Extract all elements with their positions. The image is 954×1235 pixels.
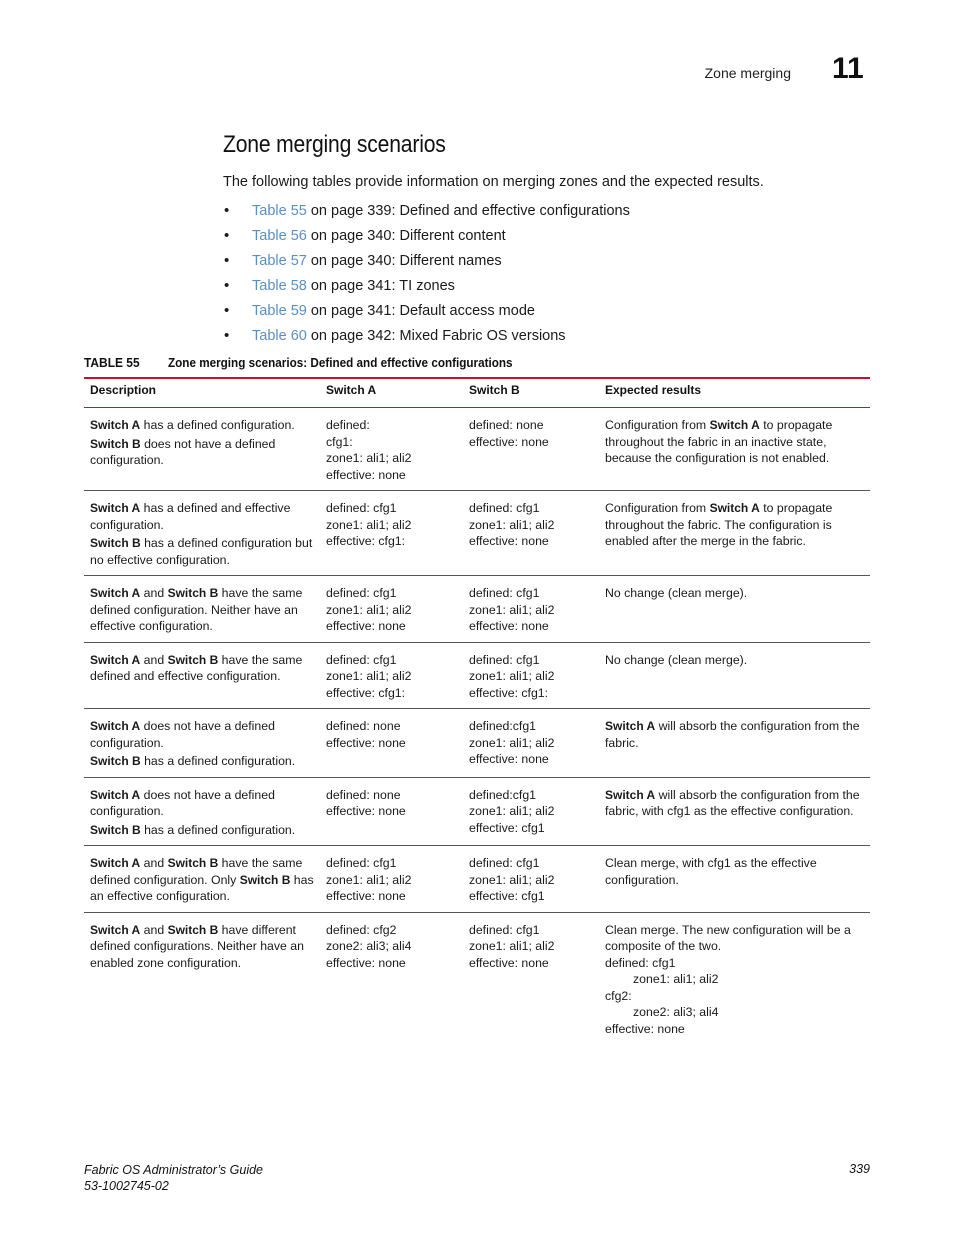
config-line: defined:cfg1 — [469, 787, 537, 802]
guide-title: Fabric OS Administrator’s Guide — [84, 1163, 263, 1177]
config-line: effective: none — [326, 619, 406, 633]
expected-results-cell — [599, 491, 870, 576]
cell-text: No change (clean merge). — [605, 652, 748, 667]
switch-name: Switch A — [90, 787, 141, 802]
switch-name: Switch B — [167, 856, 219, 870]
config-line: effective: cfg1 — [469, 820, 545, 835]
list-item-text: on page 340: Different names — [306, 253, 502, 269]
config-line: effective: none — [469, 619, 549, 633]
description-cell — [84, 709, 320, 778]
list-item-text: on page 342: Mixed Fabric OS versions — [306, 328, 566, 344]
config-line: zone2: ali3; ali4 — [326, 939, 412, 953]
switch-name: Switch B — [90, 754, 141, 768]
config-line: zone1: ali1; ali2 — [469, 804, 555, 818]
switch-name: Switch A — [90, 652, 141, 667]
cell-text: will absorb the configuration from the fabric. — [605, 719, 860, 750]
footer-left — [84, 1162, 263, 1194]
zone-merge-table — [84, 377, 870, 1044]
result-line — [605, 922, 864, 955]
cell-text: Clean merge. The new configuration will be a composite of the two. — [605, 922, 851, 953]
page-number: 339 — [849, 1162, 870, 1176]
table-link[interactable]: Table 60 — [252, 328, 307, 344]
switch-name: Switch B — [90, 436, 141, 451]
config-line: zone1: ali1; ali2 — [469, 517, 555, 532]
expected-results-cell — [599, 846, 870, 913]
switch-name: Switch B — [167, 922, 219, 937]
config-line: effective: none — [326, 804, 406, 818]
description-paragraph — [90, 417, 314, 434]
switch-name: Switch A — [605, 719, 656, 733]
running-header-section: Zone merging — [704, 65, 791, 81]
bullet-icon: • — [224, 302, 230, 319]
switch-name: Switch A — [90, 586, 141, 600]
table-link[interactable]: Table 56 — [252, 228, 307, 244]
cell-text: will absorb the configuration from the fabric, with cfg1 as the effective configuration. — [605, 787, 860, 818]
table-row — [84, 576, 870, 643]
table-link-list — [224, 200, 630, 350]
description-cell — [84, 777, 320, 846]
description-paragraph — [90, 585, 314, 635]
result-line — [605, 971, 864, 988]
config-line: defined: cfg1 — [326, 586, 397, 600]
cell-text: does not have a defined configuration. — [90, 787, 275, 818]
description-cell — [84, 576, 320, 643]
table-label: TABLE 55 — [84, 355, 140, 370]
cell-text: defined: cfg1 — [605, 955, 676, 970]
description-paragraph — [90, 922, 314, 972]
config-line: defined: none — [326, 787, 401, 802]
cell-text: to propagate throughout the fabric. The configuration is enabled after the merge in the fabric. — [605, 501, 833, 548]
config-line: cfg1: — [326, 434, 353, 449]
result-line — [605, 417, 864, 467]
cell-text: No change (clean merge). — [605, 586, 748, 600]
config-line: effective: cfg1: — [469, 685, 549, 700]
config-line: defined: cfg2 — [326, 922, 397, 937]
switch-a-cell — [320, 912, 463, 1044]
description-paragraph — [90, 855, 314, 905]
config-line: zone1: ali1; ali2 — [326, 517, 412, 532]
table-link[interactable]: Table 59 — [252, 303, 307, 319]
config-line: defined: cfg1 — [469, 586, 540, 600]
table-row — [84, 912, 870, 1044]
description-paragraph — [90, 787, 314, 820]
column-header-expected-results: Expected results — [599, 378, 870, 408]
list-item — [224, 275, 630, 300]
config-line: defined: cfg1 — [469, 501, 540, 515]
bullet-icon: • — [224, 327, 230, 344]
cell-text: has a defined configuration. — [140, 418, 295, 432]
switch-b-cell — [463, 912, 599, 1044]
result-line — [605, 500, 864, 550]
description-paragraph — [90, 718, 314, 751]
config-line: effective: none — [469, 752, 549, 766]
expected-results-cell — [599, 709, 870, 778]
cell-text: to propagate throughout the fabric in an inactive state, because the configuration is not enabled. — [605, 418, 833, 465]
cell-text: does not have a defined configuration. — [90, 436, 276, 467]
result-line — [605, 1021, 864, 1038]
switch-b-cell — [463, 576, 599, 643]
config-line: defined: — [326, 418, 370, 432]
config-line: effective: none — [326, 889, 406, 903]
cell-text: have different defined configurations. Neither have an enabled zone configuration. — [90, 922, 304, 970]
result-line — [605, 585, 864, 602]
description-paragraph — [90, 535, 314, 568]
config-line: defined: cfg1 — [469, 856, 540, 870]
cell-text: and — [140, 922, 168, 937]
cell-text: Configuration from — [605, 418, 710, 432]
cell-text: Configuration from — [605, 501, 710, 515]
config-line: zone1: ali1; ali2 — [326, 602, 412, 617]
table-header-row — [84, 378, 870, 408]
switch-name: Switch B — [90, 822, 141, 837]
cell-text: has an effective configuration. — [90, 872, 314, 903]
list-item — [224, 325, 630, 350]
cell-text: effective: none — [605, 1021, 685, 1036]
switch-a-cell — [320, 642, 463, 709]
expected-results-cell — [599, 912, 870, 1044]
switch-name: Switch A — [90, 501, 141, 515]
cell-text: Clean merge, with cfg1 as the effective configuration. — [605, 856, 817, 887]
config-line: effective: none — [326, 735, 406, 750]
page-title: Zone merging scenarios — [223, 131, 446, 158]
column-header-description: Description — [84, 378, 320, 408]
result-line — [605, 955, 864, 972]
switch-name: Switch A — [709, 501, 760, 515]
table-body — [84, 408, 870, 1045]
switch-name: Switch B — [239, 872, 291, 887]
description-cell — [84, 846, 320, 913]
column-header-switch-b: Switch B — [463, 378, 599, 408]
config-line: effective: none — [469, 955, 549, 970]
list-item — [224, 225, 630, 250]
table-row — [84, 846, 870, 913]
bullet-icon: • — [224, 202, 230, 219]
table-row — [84, 408, 870, 491]
cell-text: has a defined configuration. — [140, 754, 296, 768]
config-line: effective: none — [326, 467, 406, 482]
description-cell — [84, 912, 320, 1044]
switch-name: Switch A — [605, 787, 656, 802]
switch-b-cell — [463, 846, 599, 913]
description-cell — [84, 491, 320, 576]
list-item-text: on page 341: Default access mode — [306, 303, 535, 319]
switch-name: Switch B — [167, 586, 219, 600]
config-line: effective: none — [469, 534, 549, 548]
expected-results-cell — [599, 408, 870, 491]
result-line — [605, 652, 864, 669]
bullet-icon: • — [224, 277, 230, 294]
switch-a-cell — [320, 777, 463, 846]
result-line — [605, 1004, 864, 1021]
config-line: defined: cfg1 — [326, 856, 397, 870]
switch-b-cell — [463, 777, 599, 846]
cell-text: have the same defined configuration. Only — [90, 856, 303, 887]
bullet-icon: • — [224, 227, 230, 244]
list-item — [224, 250, 630, 275]
config-line: effective: none — [326, 955, 406, 970]
list-item-text: on page 340: Different content — [306, 228, 506, 244]
indented-text: zone1: ali1; ali2 — [633, 972, 719, 986]
cell-text: have the same defined configuration. Neither have an effective configuration. — [90, 586, 303, 633]
cell-text: and — [140, 856, 168, 870]
config-line: defined: cfg1 — [326, 652, 397, 667]
result-line — [605, 855, 864, 888]
cell-text: has a defined configuration. — [140, 822, 296, 837]
switch-a-cell — [320, 491, 463, 576]
switch-name: Switch A — [709, 418, 760, 432]
switch-b-cell — [463, 408, 599, 491]
config-line: zone1: ali1; ali2 — [469, 735, 555, 750]
bullet-icon: • — [224, 252, 230, 269]
switch-name: Switch A — [90, 719, 141, 733]
switch-a-cell — [320, 709, 463, 778]
config-line: effective: cfg1 — [469, 889, 545, 903]
switch-name: Switch A — [90, 856, 141, 870]
table-row — [84, 642, 870, 709]
list-item-text: on page 339: Defined and effective configurations — [306, 203, 630, 219]
cell-text: has a defined and effective configuration. — [90, 501, 291, 532]
config-line: defined: none — [469, 418, 544, 432]
column-header-switch-a: Switch A — [320, 378, 463, 408]
list-item-text: on page 341: TI zones — [306, 278, 455, 294]
cell-text: and — [140, 586, 168, 600]
config-line: defined: cfg1 — [326, 501, 397, 515]
switch-name: Switch A — [90, 418, 141, 432]
config-line: zone1: ali1; ali2 — [469, 669, 555, 683]
cell-text: does not have a defined configuration. — [90, 719, 275, 750]
table-link[interactable]: Table 55 — [252, 203, 307, 219]
switch-b-cell — [463, 491, 599, 576]
description-cell — [84, 642, 320, 709]
config-line: zone1: ali1; ali2 — [326, 451, 412, 465]
result-line — [605, 718, 864, 751]
config-line: defined: cfg1 — [469, 652, 540, 667]
expected-results-cell — [599, 777, 870, 846]
description-paragraph — [90, 436, 314, 469]
document-number: 53-1002745-02 — [84, 1179, 169, 1193]
switch-a-cell — [320, 408, 463, 491]
result-line — [605, 787, 864, 820]
table-link[interactable]: Table 58 — [252, 278, 307, 294]
switch-name: Switch B — [167, 652, 219, 667]
description-cell — [84, 408, 320, 491]
expected-results-cell — [599, 576, 870, 643]
config-line: zone1: ali1; ali2 — [469, 602, 555, 617]
config-line: effective: cfg1: — [326, 534, 406, 548]
table-caption — [84, 355, 551, 370]
config-line: zone1: ali1; ali2 — [326, 669, 412, 683]
cell-text: cfg2: — [605, 988, 632, 1003]
table-row — [84, 709, 870, 778]
switch-name: Switch A — [90, 922, 141, 937]
list-item — [224, 200, 630, 225]
description-paragraph — [90, 500, 314, 533]
config-line: zone1: ali1; ali2 — [326, 872, 412, 887]
cell-text: and — [140, 652, 168, 667]
table-caption-text: Zone merging scenarios: Defined and effective configurations — [168, 355, 513, 370]
config-line: defined: cfg1 — [469, 922, 540, 937]
table-row — [84, 491, 870, 576]
config-line: effective: cfg1: — [326, 685, 406, 700]
result-line — [605, 988, 864, 1005]
switch-b-cell — [463, 642, 599, 709]
table-link[interactable]: Table 57 — [252, 253, 307, 269]
config-line: defined:cfg1 — [469, 719, 537, 733]
intro-paragraph: The following tables provide information on merging zones and the expected results. — [223, 174, 764, 190]
indented-text: zone2: ali3; ali4 — [633, 1005, 719, 1019]
config-line: effective: none — [469, 434, 549, 449]
list-item — [224, 300, 630, 325]
config-line: zone1: ali1; ali2 — [469, 872, 555, 887]
switch-name: Switch B — [90, 536, 141, 550]
config-line: defined: none — [326, 719, 401, 733]
cell-text: has a defined configuration but no effective configuration. — [90, 536, 313, 567]
switch-b-cell — [463, 709, 599, 778]
description-paragraph — [90, 652, 314, 685]
chapter-number: 11 — [832, 52, 864, 85]
description-paragraph — [90, 822, 314, 839]
expected-results-cell — [599, 642, 870, 709]
description-paragraph — [90, 753, 314, 770]
switch-a-cell — [320, 576, 463, 643]
table-row — [84, 777, 870, 846]
cell-text: have the same defined and effective configuration. — [90, 652, 303, 683]
switch-a-cell — [320, 846, 463, 913]
config-line: zone1: ali1; ali2 — [469, 939, 555, 953]
